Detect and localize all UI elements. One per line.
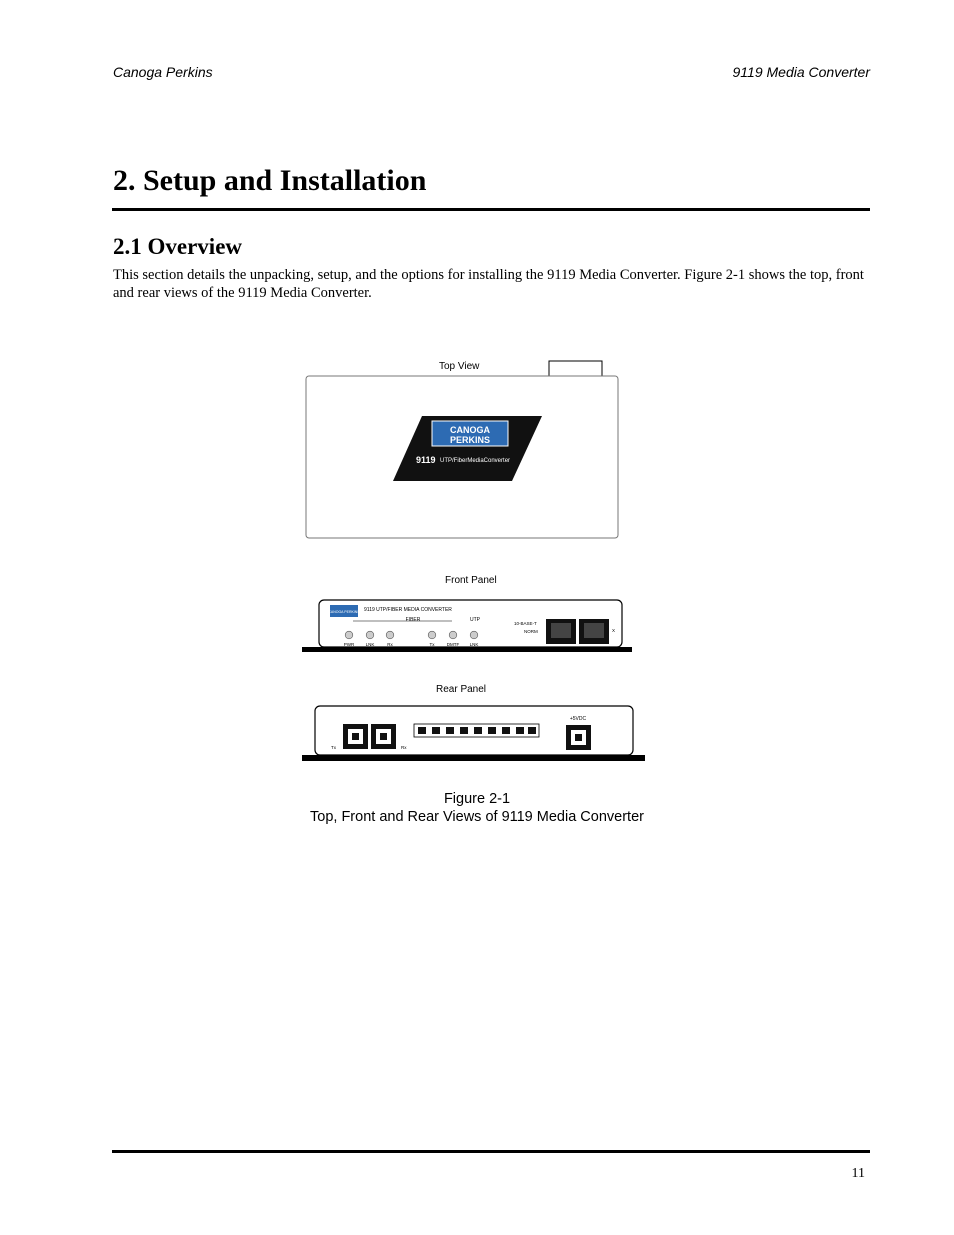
chapter-title: 2. Setup and Installation <box>113 164 427 197</box>
rear-panel-base <box>302 755 645 761</box>
led-label-pwr: PWR <box>343 642 355 647</box>
logo-line1: CANOGA <box>450 425 490 435</box>
top-model-desc: UTP/FiberMediaConverter <box>440 458 511 464</box>
front-model: 9119 UTP/FIBER MEDIA CONVERTER <box>364 607 452 613</box>
utp-label: UTP <box>470 617 480 623</box>
section-title: 2.1 Overview <box>113 234 243 259</box>
chapter-rule <box>112 208 870 211</box>
figure-2-1 <box>300 355 650 770</box>
rear-rx-label: Rx <box>401 745 407 750</box>
power-label: +5VDC <box>569 716 587 722</box>
rear-tx-label: Tx <box>331 745 336 750</box>
port-label2: NORM <box>524 629 538 634</box>
port-label-x: X <box>612 628 616 633</box>
led-label-rx: Rx <box>387 642 393 647</box>
port-label1: 10-BASE-T <box>514 621 537 626</box>
body-paragraph: This section details the unpacking, setup, and the options for installing the 9119 Media Converter. Figure 2-1 shows the top, front and rear views of the 9119 Media Converter. <box>113 267 864 301</box>
running-header-left: Canoga Perkins <box>113 64 213 80</box>
top-view-tag-box <box>549 361 602 376</box>
front-panel-label: Front Panel <box>445 575 497 586</box>
figure-caption-title: Top, Front and Rear Views of 9119 Media Converter <box>310 809 644 825</box>
top-view-label: Top View <box>439 361 480 372</box>
led-label-dmtf: DMTF <box>446 642 460 647</box>
figure-caption-number: Figure 2-1 <box>443 791 511 807</box>
running-header-right: 9119 Media Converter <box>732 64 870 80</box>
logo-line2: PERKINS <box>449 435 491 445</box>
rear-panel-label: Rear Panel <box>436 684 487 695</box>
led-label-tx: Tx <box>429 642 435 647</box>
led-label-lnk2: LNK <box>469 642 479 647</box>
page-number: 11 <box>851 1166 865 1181</box>
led-label-lnk: LNK <box>365 642 375 647</box>
top-model: 9119 <box>416 455 436 465</box>
footer-rule <box>112 1150 870 1153</box>
fiber-label: FIBER <box>405 617 421 623</box>
front-brand: CANOGA PERKINS <box>328 610 360 614</box>
figure-drawing <box>300 355 650 770</box>
front-panel-base <box>302 647 632 652</box>
